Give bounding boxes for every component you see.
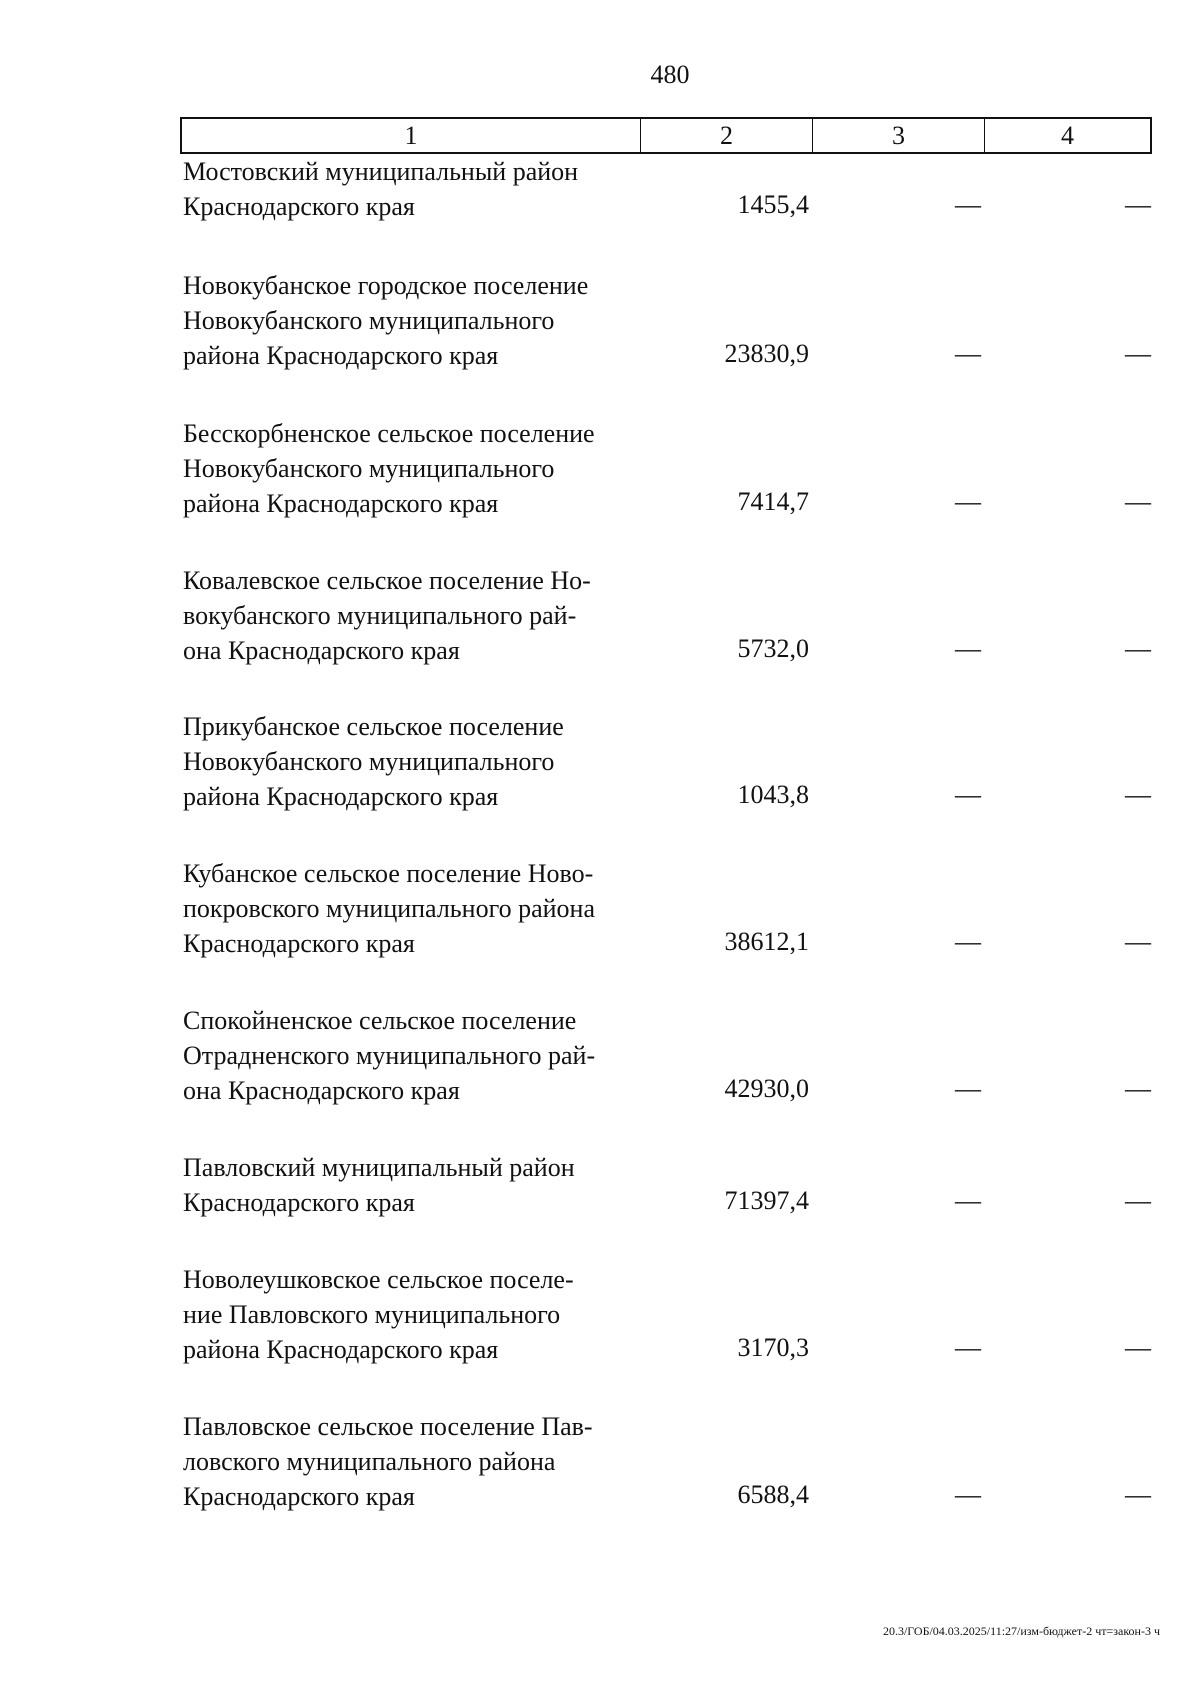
row-col4: — (1125, 780, 1151, 809)
row-name: Спокойненское сельское поселение Отрадненского муниципального рай- она Краснодарского края (183, 1006, 596, 1105)
row-amount: 71397,4 (724, 1186, 809, 1215)
row-col4: — (1125, 487, 1151, 516)
row-col3: — (955, 927, 981, 956)
row-col4: — (1125, 190, 1151, 219)
row-amount: 42930,0 (724, 1074, 809, 1103)
row-name: Кубанское сельское поселение Ново- покровского муниципального района Краснодарского края (183, 859, 596, 958)
table-row (183, 1262, 1153, 1365)
row-col3: — (955, 780, 981, 809)
table-row (183, 1409, 1153, 1512)
row-name: Павловский муниципальный район Краснодарского края (183, 1153, 575, 1217)
row-col3: — (955, 1074, 981, 1103)
row-col3: — (955, 487, 981, 516)
row-col3: — (955, 1333, 981, 1362)
row-name: Мостовский муниципальный район Краснодарского края (183, 157, 579, 221)
table-row (183, 709, 1153, 812)
row-col3: — (955, 339, 981, 368)
row-col4: — (1125, 1074, 1151, 1103)
row-name: Павловское сельское поселение Пав- ловского муниципального района Краснодарского края (183, 1412, 593, 1511)
table-row (183, 563, 1153, 666)
row-amount: 5732,0 (737, 634, 809, 663)
row-col4: — (1125, 339, 1151, 368)
row-col4: — (1125, 927, 1151, 956)
row-amount: 1043,8 (737, 780, 809, 809)
row-col4: — (1125, 1186, 1151, 1215)
row-amount: 3170,3 (737, 1333, 809, 1362)
row-amount: 6588,4 (737, 1480, 809, 1509)
table-row (183, 1003, 1153, 1106)
table-row (183, 1150, 1153, 1218)
row-name: Новокубанское городское поселение Новокубанского муниципального района Краснодарского края (183, 271, 589, 370)
row-col4: — (1125, 1333, 1151, 1362)
row-col4: — (1125, 634, 1151, 663)
footer-document-stamp: 20.3/ГОБ/04.03.2025/11:27/изм-бюджет-2 чт=закон-3 ч (882, 1624, 1160, 1638)
row-col3: — (955, 634, 981, 663)
header-col-3: 3 (813, 119, 985, 152)
row-name: Ковалевское сельское поселение Но- вокубанского муниципального рай- она Краснодарского края (183, 566, 591, 665)
header-col-4: 4 (1061, 120, 1074, 150)
table-row (183, 856, 1153, 959)
row-amount: 1455,4 (737, 190, 809, 219)
row-col4: — (1125, 1480, 1151, 1509)
table-row (183, 268, 1153, 371)
row-name: Новолеушковское сельское поселе- ние Павловского муниципального района Краснодарского края (183, 1265, 574, 1364)
row-name: Прикубанское сельское поселение Новокубанского муниципального района Краснодарского края (183, 712, 564, 811)
row-name: Бесскорбненское сельское поселение Новокубанского муниципального района Краснодарского края (183, 419, 595, 518)
row-amount: 23830,9 (724, 339, 809, 368)
row-amount: 38612,1 (724, 927, 809, 956)
header-col-2: 2 (641, 119, 813, 152)
row-col3: — (955, 190, 981, 219)
table-header (180, 117, 1152, 154)
table-row (183, 416, 1153, 519)
row-amount: 7414,7 (737, 487, 809, 516)
row-col3: — (955, 1480, 981, 1509)
table-row (183, 154, 1153, 222)
page-number: 480 (650, 60, 690, 89)
row-col3: — (955, 1186, 981, 1215)
header-col-1: 1 (182, 119, 641, 152)
